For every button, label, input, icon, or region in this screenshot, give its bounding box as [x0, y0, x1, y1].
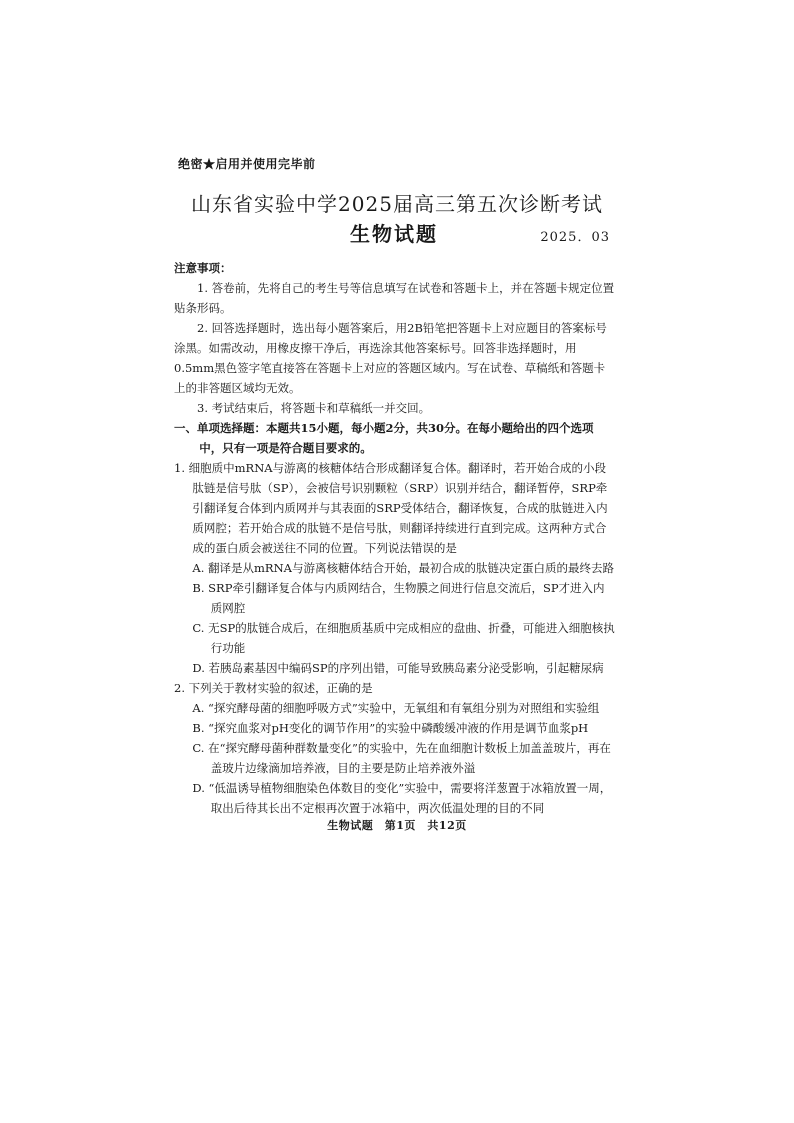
- notice-item: 3. 考试结束后，将答题卡和草稿纸一并交回。: [197, 401, 431, 415]
- subject-title: 生物试题: [350, 222, 438, 246]
- question-option: A. 翻译是从mRNA与游离核糖体结合开始，最初合成的肽链决定蛋白质的最终去路: [192, 561, 614, 575]
- section-heading: 一、单项选择题：本题共15小题，每小题2分，共30分。在每小题给出的四个选项中，只有一项是符合题目要求的。: [174, 421, 594, 455]
- question-option: B. “探究血浆对pH变化的调节作用”的实验中磷酸缓冲液的作用是调节血浆pH: [192, 721, 589, 735]
- question-option: C. 无SP的肽链合成后，在细胞质基质中完成相应的盘曲、折叠，可能进入细胞核执行功能: [192, 621, 615, 655]
- question-option: B. SRP牵引翻译复合体与内质网结合，生物膜之间进行信息交流后，SP才进入内质网腔: [192, 581, 605, 615]
- subtitle-row: [178, 218, 610, 248]
- notice-block: [174, 258, 616, 818]
- notice-heading: 注意事项：: [174, 261, 232, 275]
- question-stem: 2. 下列关于教材实验的叙述，正确的是: [174, 681, 373, 695]
- question-option: C. 在“探究酵母菌种群数量变化”的实验中，先在血细胞计数板上加盖盖玻片，再在盖玻片边缘滴加培养液，目的主要是防止培养液外溢: [192, 741, 611, 775]
- question-option: A. “探究酵母菌的细胞呼吸方式”实验中，无氧组和有氧组分别为对照组和实验组: [192, 701, 600, 715]
- exam-title: 山东省实验中学2025届高三第五次诊断考试: [191, 192, 603, 216]
- page-footer: 生物试题 第1页 共12页: [327, 819, 467, 832]
- exam-date: 2025．03: [540, 230, 610, 245]
- notice-item: 2. 回答选择题时，选出每小题答案后，用2B铅笔把答题卡上对应题目的答案标号涂黑。如需改动，用橡皮擦干净后，再选涂其他答案标号。回答非选择题时，用0.5mm黑色签字笔直接答在答题卡上对应的答题区域内。写在试卷、草稿纸和答题卡上的非答题区域均无效。: [174, 321, 607, 395]
- question-option: D. 若胰岛素基因中编码SP的序列出错，可能导致胰岛素分泌受影响，引起糖尿病: [192, 661, 604, 675]
- question-stem: 1. 细胞质中mRNA与游离的核糖体结合形成翻译复合体。翻译时，若开始合成的小段肽链是信号肽（SP），会被信号识别颗粒（SRP）识别并结合，翻译暂停，SRP牵引翻译复合体到内质网并与其表面的SRP受体结合，翻译恢复，合成的肽链进入内质网腔；若开始合成的肽链不是信号肽，则翻译持续进行直到完成。这两种方式合成的蛋白质会被送往不同的位置。下列说法错误的是: [174, 461, 608, 555]
- notice-item: 1. 答卷前，先将自己的考生号等信息填写在试卷和答题卡上，并在答题卡规定位置贴条形码。: [174, 281, 615, 315]
- confidential-label: 绝密★启用并使用完毕前: [178, 157, 316, 171]
- question-option: D. “低温诱导植物细胞染色体数目的变化”实验中，需要将洋葱置于冰箱放置一周，取出后待其长出不定根再次置于冰箱中，两次低温处理的目的不同: [192, 781, 612, 815]
